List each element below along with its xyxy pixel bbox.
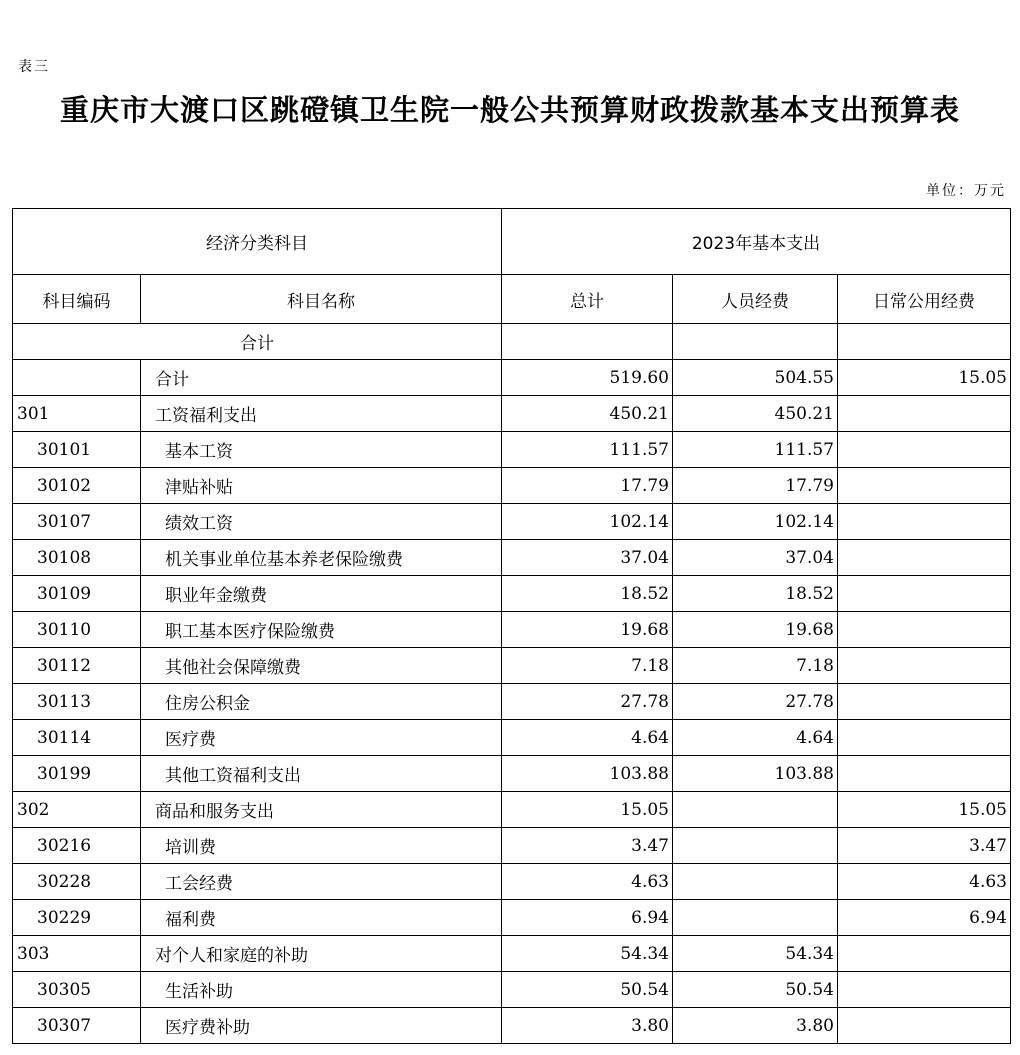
cell-personnel: 27.78 xyxy=(673,684,838,720)
cell-personnel: 18.52 xyxy=(673,576,838,612)
table-row xyxy=(13,828,1011,864)
table-row xyxy=(13,756,1011,792)
cell-personnel: 3.80 xyxy=(673,1008,838,1044)
cell-total: 111.57 xyxy=(502,432,673,468)
table-row xyxy=(13,684,1011,720)
header-total: 总计 xyxy=(502,275,673,324)
cell-public xyxy=(838,648,1011,684)
table-row xyxy=(13,972,1011,1008)
cell-personnel xyxy=(673,900,838,936)
page-title: 重庆市大渡口区跳磴镇卫生院一般公共预算财政拨款基本支出预算表 xyxy=(59,93,960,127)
cell-public: 3.47 xyxy=(838,828,1011,864)
cell-name: 对个人和家庭的补助 xyxy=(141,936,502,972)
table-row xyxy=(13,936,1011,972)
cell-public xyxy=(838,576,1011,612)
cell-total: 17.79 xyxy=(502,468,673,504)
cell-name: 机关事业单位基本养老保险缴费 xyxy=(141,540,502,576)
header-econ-category: 经济分类科目 xyxy=(13,209,502,275)
cell-code: 303 xyxy=(13,936,141,972)
cell-personnel: 111.57 xyxy=(673,432,838,468)
summary-label: 合计 xyxy=(13,324,502,360)
cell-total: 7.18 xyxy=(502,648,673,684)
cell-total: 6.94 xyxy=(502,900,673,936)
cell-code: 30305 xyxy=(13,972,141,1008)
cell-name: 合计 xyxy=(141,360,502,396)
table-label: 表三 xyxy=(18,59,50,75)
header-public: 日常公用经费 xyxy=(838,275,1011,324)
header-personnel: 人员经费 xyxy=(673,275,838,324)
cell-total: 15.05 xyxy=(502,792,673,828)
header-code: 科目编码 xyxy=(13,275,141,324)
cell-personnel: 54.34 xyxy=(673,936,838,972)
cell-personnel: 7.18 xyxy=(673,648,838,684)
budget-table xyxy=(12,208,1011,1044)
cell-personnel: 50.54 xyxy=(673,972,838,1008)
table-row xyxy=(13,612,1011,648)
table-row xyxy=(13,432,1011,468)
cell-total: 450.21 xyxy=(502,396,673,432)
table-row xyxy=(13,360,1011,396)
cell-total: 54.34 xyxy=(502,936,673,972)
cell-personnel: 19.68 xyxy=(673,612,838,648)
cell-total: 18.52 xyxy=(502,576,673,612)
cell-total: 4.64 xyxy=(502,720,673,756)
cell-public xyxy=(838,540,1011,576)
table-row xyxy=(13,468,1011,504)
cell-name: 工会经费 xyxy=(141,864,502,900)
cell-personnel: 504.55 xyxy=(673,360,838,396)
cell-name: 工资福利支出 xyxy=(141,396,502,432)
table-row xyxy=(13,1008,1011,1044)
cell-name: 医疗费 xyxy=(141,720,502,756)
table-row xyxy=(13,576,1011,612)
cell-total: 3.47 xyxy=(502,828,673,864)
cell-code: 30228 xyxy=(13,864,141,900)
cell-public xyxy=(838,612,1011,648)
cell-code: 30107 xyxy=(13,504,141,540)
cell-code: 30112 xyxy=(13,648,141,684)
cell-code xyxy=(13,360,141,396)
unit-label: 单位：万元 xyxy=(926,183,1006,199)
table-row xyxy=(13,504,1011,540)
cell-name: 生活补助 xyxy=(141,972,502,1008)
cell-code: 30199 xyxy=(13,756,141,792)
cell-personnel xyxy=(673,828,838,864)
table-row xyxy=(13,792,1011,828)
cell-code: 301 xyxy=(13,396,141,432)
cell-name: 职工基本医疗保险缴费 xyxy=(141,612,502,648)
table-row xyxy=(13,720,1011,756)
cell-public xyxy=(838,504,1011,540)
cell-code: 30110 xyxy=(13,612,141,648)
cell-name: 基本工资 xyxy=(141,432,502,468)
cell-name: 培训费 xyxy=(141,828,502,864)
cell-public xyxy=(838,936,1011,972)
cell-name: 福利费 xyxy=(141,900,502,936)
cell-personnel: 37.04 xyxy=(673,540,838,576)
cell-personnel: 103.88 xyxy=(673,756,838,792)
cell-total: 37.04 xyxy=(502,540,673,576)
cell-public xyxy=(838,1008,1011,1044)
cell-total: 27.78 xyxy=(502,684,673,720)
cell-code: 30114 xyxy=(13,720,141,756)
table-row xyxy=(13,648,1011,684)
cell-code: 30216 xyxy=(13,828,141,864)
cell-total: 50.54 xyxy=(502,972,673,1008)
cell-public xyxy=(838,684,1011,720)
cell-personnel xyxy=(673,864,838,900)
cell-code: 30113 xyxy=(13,684,141,720)
cell-total: 103.88 xyxy=(502,756,673,792)
cell-code: 30102 xyxy=(13,468,141,504)
cell-public: 6.94 xyxy=(838,900,1011,936)
cell-code: 30307 xyxy=(13,1008,141,1044)
cell-public xyxy=(838,396,1011,432)
cell-name: 其他社会保障缴费 xyxy=(141,648,502,684)
cell-total: 3.80 xyxy=(502,1008,673,1044)
cell-personnel xyxy=(673,792,838,828)
cell-total: 4.63 xyxy=(502,864,673,900)
cell-code: 30109 xyxy=(13,576,141,612)
summary-personnel-cell xyxy=(673,324,838,360)
cell-name: 医疗费补助 xyxy=(141,1008,502,1044)
cell-code: 30108 xyxy=(13,540,141,576)
cell-name: 住房公积金 xyxy=(141,684,502,720)
cell-public xyxy=(838,468,1011,504)
table-row xyxy=(13,900,1011,936)
cell-public xyxy=(838,720,1011,756)
cell-total: 102.14 xyxy=(502,504,673,540)
cell-personnel: 450.21 xyxy=(673,396,838,432)
cell-total: 19.68 xyxy=(502,612,673,648)
cell-personnel: 4.64 xyxy=(673,720,838,756)
cell-code: 30229 xyxy=(13,900,141,936)
cell-code: 30101 xyxy=(13,432,141,468)
cell-name: 其他工资福利支出 xyxy=(141,756,502,792)
cell-name: 职业年金缴费 xyxy=(141,576,502,612)
cell-name: 津贴补贴 xyxy=(141,468,502,504)
cell-personnel: 17.79 xyxy=(673,468,838,504)
cell-public xyxy=(838,756,1011,792)
cell-personnel: 102.14 xyxy=(673,504,838,540)
header-year-expenditure: 2023年基本支出 xyxy=(502,209,1011,275)
cell-public: 15.05 xyxy=(838,792,1011,828)
table-row xyxy=(13,396,1011,432)
table-row xyxy=(13,864,1011,900)
cell-public xyxy=(838,432,1011,468)
cell-public: 4.63 xyxy=(838,864,1011,900)
cell-code: 302 xyxy=(13,792,141,828)
table-row xyxy=(13,540,1011,576)
header-name: 科目名称 xyxy=(141,275,502,324)
cell-name: 商品和服务支出 xyxy=(141,792,502,828)
cell-public xyxy=(838,972,1011,1008)
summary-public-cell xyxy=(838,324,1011,360)
summary-total-cell xyxy=(502,324,673,360)
cell-public: 15.05 xyxy=(838,360,1011,396)
cell-name: 绩效工资 xyxy=(141,504,502,540)
cell-total: 519.60 xyxy=(502,360,673,396)
